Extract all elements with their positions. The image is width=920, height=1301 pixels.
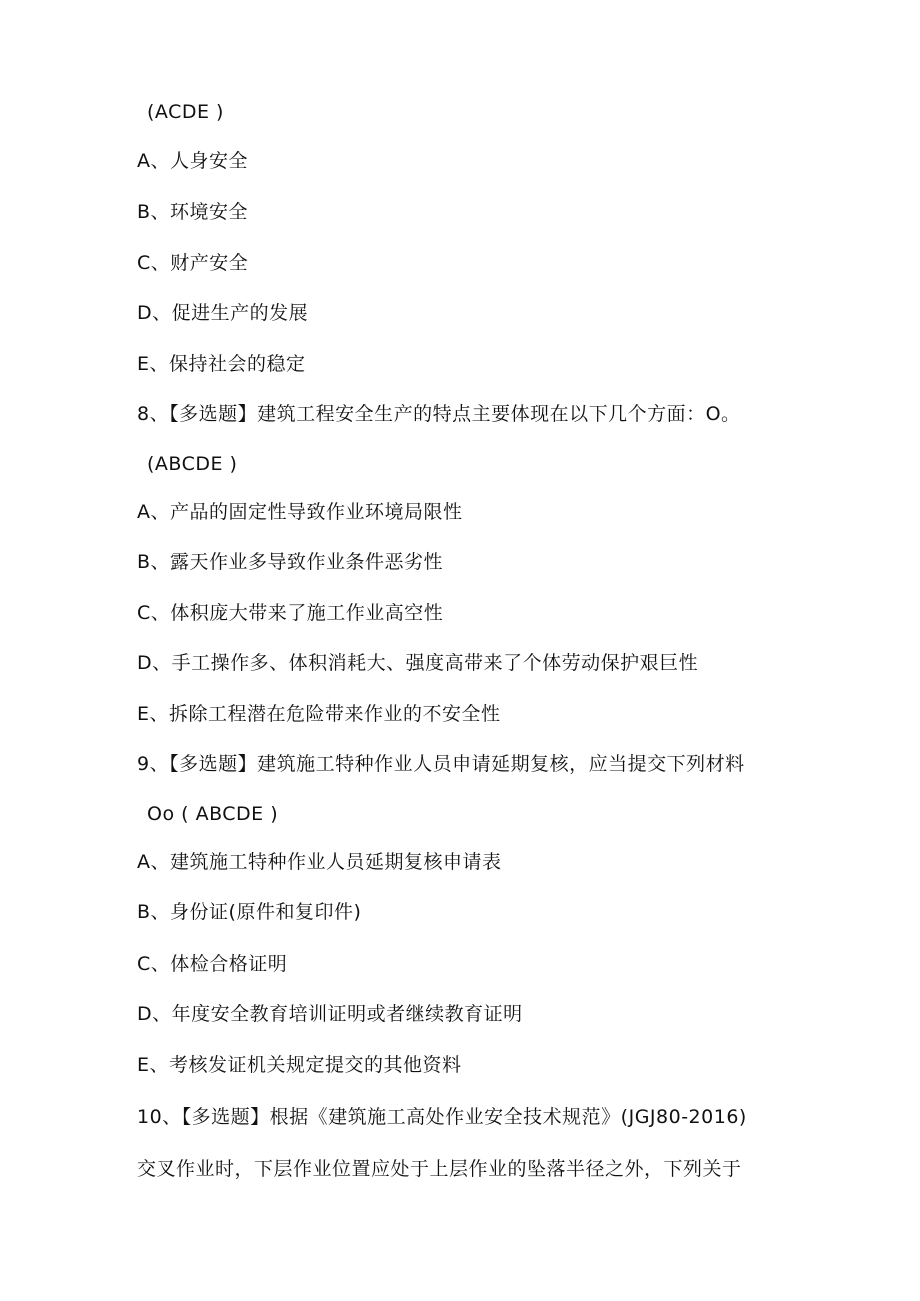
- q10-stem-line2: 交叉作业时，下层作业位置应处于上层作业的坠落半径之外，下列关于: [137, 1158, 742, 1180]
- q8-option-c: C、体积庞大带来了施工作业高空性: [137, 602, 444, 624]
- q8-option-a: A、产品的固定性导致作业环境局限性: [137, 501, 463, 523]
- q7-answer: (ACDE ): [147, 101, 224, 123]
- q9-answer: Oo ( ABCDE ): [147, 803, 279, 825]
- q7-option-d: D、促进生产的发展: [137, 302, 309, 324]
- q8-option-d: D、手工操作多、体积消耗大、强度高带来了个体劳动保护艰巨性: [137, 652, 699, 674]
- q8-stem: 8、【多选题】建筑工程安全生产的特点主要体现在以下几个方面：O。: [137, 403, 741, 425]
- q7-option-b: B、环境安全: [137, 201, 249, 223]
- q7-option-e: E、保持社会的稳定: [137, 353, 306, 375]
- q8-answer: (ABCDE ): [147, 453, 238, 475]
- q9-option-a: A、建筑施工特种作业人员延期复核申请表: [137, 851, 502, 873]
- q9-option-d: D、年度安全教育培训证明或者继续教育证明: [137, 1003, 523, 1025]
- q7-option-c: C、财产安全: [137, 252, 249, 274]
- q9-stem: 9、【多选题】建筑施工特种作业人员申请延期复核，应当提交下列材料: [137, 753, 745, 775]
- q9-option-b: B、身份证(原件和复印件): [137, 901, 362, 923]
- q10-stem-line1: 10、【多选题】根据《建筑施工高处作业安全技术规范》(JGJ80-2016): [137, 1106, 747, 1128]
- q7-option-a: A、人身安全: [137, 150, 248, 172]
- q8-option-e: E、拆除工程潜在危险带来作业的不安全性: [137, 703, 501, 725]
- q8-option-b: B、露天作业多导致作业条件恶劣性: [137, 551, 444, 573]
- q9-option-e: E、考核发证机关规定提交的其他资料: [137, 1054, 462, 1076]
- q9-option-c: C、体检合格证明: [137, 953, 288, 975]
